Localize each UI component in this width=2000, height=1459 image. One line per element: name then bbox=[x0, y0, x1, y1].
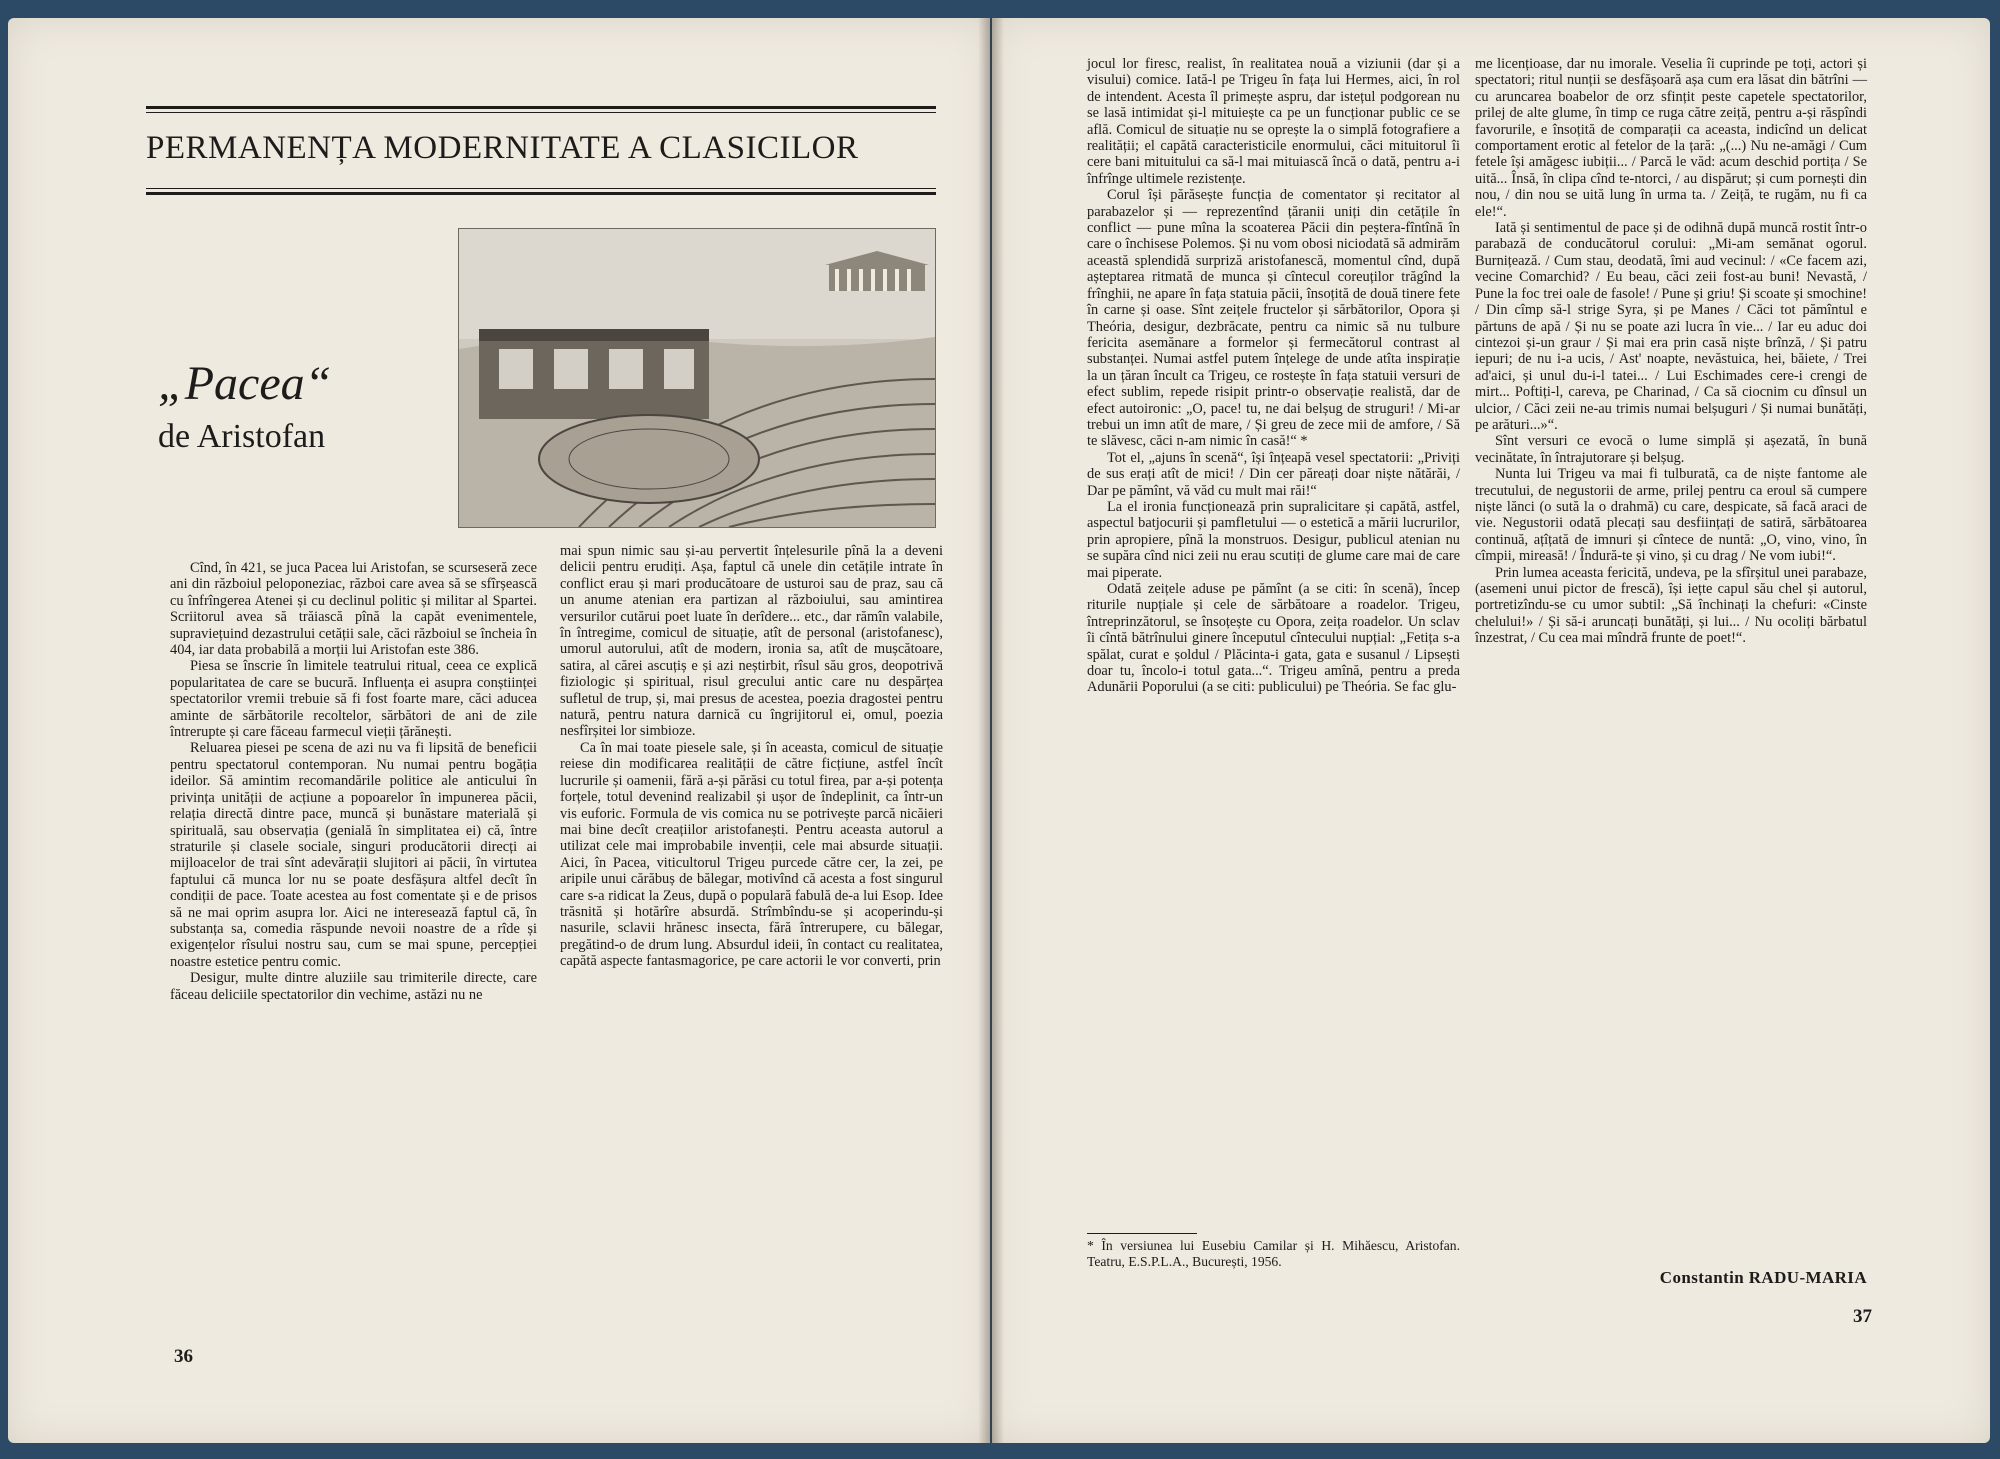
paragraph: jocul lor firesc, realist, în realitatea nouă a viziunii (dar și a visului) comice. Iată-l pe Trigeu în fața lui Hermes, aici, în rol de intendent. Acesta îl primește aspru, dar istețul podgorean nu se lasă intimidat și-l mituiește ca pe un funcționar public ce se află. Comicul de situație nu se oprește la o simplă fotografiere a realității; el capătă caracteristicile enormului, căci mituitorul îi cere bani mituitului ca să-l mai mituiască încă o dată, pentru a-i înfrînge ultimele rezistențe. bbox=[1087, 56, 1460, 187]
article-title: PERMANENȚA MODERNITATE A CLASICILOR bbox=[146, 130, 859, 166]
paragraph: Sînt versuri ce evocă o lume simplă și așezată, în bună vecinătate, în întrajutorare și belșug. bbox=[1475, 433, 1867, 466]
paragraph: Odată zeițele aduse pe pămînt (a se citi: în scenă), încep riturile nupțiale și cele de sărbătoare a roadelor. Trigeu, întreprinzătorul, se însoțește cu Opora, zeița roadelor. Un sclav îi cîntă bătrînului ginere începutul cîntecului nupțial: „Fetița s-a spălat, curat e șoldul / Plăcinta-i gata, gata e susanul / Lipsești doar tu, încolo-i totul gata...“. Trigeu amînă, pentru a preda Adunării Poporului (a se citi: publicului) pe Theória. Se fac glu- bbox=[1087, 581, 1460, 696]
column-4 bbox=[1475, 56, 1867, 647]
paragraph: Nunta lui Trigeu va mai fi tulburată, ca de niște fantome ale trecutului, de negustorii de arme, prilej pentru ca eroul să cumpere niște lănci (o sută la o drahmă) cu care, despicate, să facă araci de vie. Negustorii odată plecați sau desființați de satiră, sărbătoarea continuă, ațîțată de imnuri și cîntece de nuntă: „O, vino, vino, în cîmpii, mireasă! / Îndură-te și vino, și cu drag / Ne vom iubi!“. bbox=[1475, 466, 1867, 565]
theatre-drawing bbox=[459, 229, 935, 527]
orchestra bbox=[539, 415, 759, 503]
paragraph: mai spun nimic sau și-au pervertit înțelesurile pînă la a deveni delicii pentru erudiți. Așa, faptul că unele din cetățile intrate în conflict erau și mari producătoare de usturoi sau de praz, sau că un anume atenian era partizan al războiului, sau amintirea versurilor cutărui poet luate în derîdere... etc., dar rămîn valabile, în întregime, comicul de situație, atît de personal (aristofanesc), umorul autorului, atît de modern, ironia sa, atît de mușcătoare, satira, al cărei ascuțiș e și azi neștirbit, rîsul său gros, deopotrivă fiziologic și spiritual, risul grecului antic care nu despărțea sufletul de trup, și, mai presus de acestea, poezia dragostei pentru natură, pentru natura darnică cu îngrijitorul ei, omul, poezia nesfîrșitei lor simbioze. bbox=[560, 543, 943, 740]
play-author: de Aristofan bbox=[158, 418, 326, 455]
paragraph: La el ironia funcționează prin supralicitare și capătă, astfel, aspectul batjocurii și pamfletului — o estetică a mării lucrurilor, prin apropiere, pînă la monstruos. Desigur, publicul atenian nu se supăra cînd nici zeii nu erau scutiți de glume care mai de care mai piperate. bbox=[1087, 498, 1460, 581]
paragraph: Ca în mai toate piesele sale, și în aceasta, comicul de situație reiese din modificarea realității de către ficțiune, astfel încît lucrurile și oamenii, fără a-și părăsi cu totul firea, par a-și potența forțele, totul devenind realizabil și ușor de îndeplinit, ca într-un vis euforic. Formula de vis comica nu se potrivește parcă nicăieri mai bine decît creațiilor aristofanești. Pentru aceasta autorul a utilizat cele mai improbabile invenții, cele mai absurde situații. Aici, în Pacea, viticultorul Trigeu purcede către cer, la zei, pe aripile unui cărăbuș de bălegar, motivînd că acesta a fost singurul care s-a ridicat la Zeus, după o populară fabulă de-a lui Esop. Idee trăsnită și hotărîre absurdă. Strîmbîndu-se și acoperindu-și nasurile, sclavii hrănesc insecta, fără întrerupere, cu bălegar, pregătind-o de drum lung. Absurdul ideii, în contact cu realitatea, capătă aspecte fantasmagorice, pe care actorii le vor converti, prin bbox=[560, 739, 943, 970]
paragraph: Tot el, „ajuns în scenă“, își înțeapă vesel spectatorii: „Priviți de sus erați atît de mici! / Din cer păreați doar niște nătărăi, / Dar pe pămînt, vă văd cu mult mai răi!“ bbox=[1087, 449, 1460, 499]
title-rule-top bbox=[146, 106, 936, 109]
author-byline: Constantin RADU-MARIA bbox=[1659, 1268, 1867, 1287]
paragraph: Desigur, multe dintre aluziile sau trimiterile directe, care făceau deliciile spectatorilor din vechime, astăzi nu ne bbox=[170, 970, 537, 1003]
paragraph: Corul își părăsește funcția de comentator și recitator al parabazelor și — reprezentînd țăranii uniți din cetățile în conflict — pune mîna la scoaterea Păcii din peștera-fîntînă în care o închisese Polemos. Și nu vom obosi niciodată să admirăm această splendidă surpriză aristofanescă, momentul cînd, după așteptarea ritmată de munca și cîntecul coreuților trăgînd la frînghii, ne apare în fața statuia păcii, însoțită de două tinere fete în carne și oase. Sînt zeițele fructelor și sărbătorilor, Opora și Theória, desigur, dezbrăcate, pentru ca nimic să nu tulbure fericita asemănare a formelor și fermecătorul contrast al substanței. Numai astfel putem înțelege de unde atîta inspirație la un țăran încult ca Trigeu, ce rostește în fața statuii versuri de efect sublim, repede risipit printr-o observație realistă, dar de efect autoironic: „O, pace! tu, ne dai belșug de struguri! / Mi-ar trebui un imn atît de mare, / Și greu de zece mii de amfore, / Să te slăvesc, căci n-am nimic în casă!“ * bbox=[1087, 187, 1460, 450]
column-3 bbox=[1087, 56, 1460, 696]
paragraph: Piesa se înscrie în limitele teatrului ritual, ceea ce explică popularitatea de care se bucură. Influența ei asupra conștiinței spectatorilor vremii trebuie să fi fost foarte mare, căci aducea aminte de sărbătorile recoltelor, sărbători de ani de zile întrerupte și care făceau farmecul vieții țărănești. bbox=[170, 658, 537, 741]
column-2 bbox=[560, 543, 943, 970]
page-number-right: 37 bbox=[1853, 1306, 1872, 1327]
right-page bbox=[992, 18, 1990, 1443]
theatre-illustration bbox=[458, 228, 936, 528]
title-rule-bottom bbox=[146, 192, 936, 195]
paragraph: Reluarea piesei pe scena de azi nu va fi lipsită de beneficii pentru spectatorul contemporan. Nu numai pentru bogăția ideilor. Să amintim recomandările politice ale anticului în privința unității de acțiune a popoarelor în impunerea păcii, relația directă dintre pace, muncă și bunăstare materială și spirituală, sau observația (genială în simplitatea ei) că, între straturile și clasele sociale, singuri producătorii direcți ai mijloacelor de trai sînt adevărații slujitori ai păcii, în virtutea faptului că munca lor nu se poate desfășura altfel decît în condiții de pace. Toate acestea au fost comentate și e de prisos să ne mai oprim asupra lor. Aici ne interesează faptul că, în substanța sa, comedia răspunde nevoii noastre de a rîde și exigențelor rîsului nostru sau, cum se mai spune, percepției noastre estetice pentru comic. bbox=[170, 740, 537, 970]
stage-building bbox=[479, 329, 709, 419]
title-rule-top-thin bbox=[146, 112, 936, 113]
paragraph: Cînd, în 421, se juca Pacea lui Aristofan, se scurseseră zece ani din războiul peloponeziac, război care avea să se sfîrșească cu înfrîngerea Atenei și cu declinul politic și militar al Spartei. Scriitorul avea să trăiască pînă la capăt evenimentele, supraviețuind dezastrului cetății sale, căci războiul se încheia în 404, iar data probabilă a morții lui Aristofan este 386. bbox=[170, 560, 537, 659]
footnote-rule bbox=[1087, 1233, 1197, 1234]
left-page bbox=[8, 18, 990, 1443]
page-number-left: 36 bbox=[174, 1346, 193, 1367]
play-title: „Pacea“ bbox=[158, 357, 332, 410]
book-gutter bbox=[978, 18, 1004, 1443]
paragraph: Iată și sentimentul de pace și de odihnă după muncă rostit într-o parabază de conducătorul corului: „Mi-am semănat ogorul. Burnițează. / Cum stau, deodată, îmi aud vecinul: / «Ce facem azi, vecine Comarchid? / Eu beau, căci zeii fost-au buni! Nevastă, / Pune la foc trei oale de fasole! / Pune și griu! Și scoate și smochine! / Din cîmp să-l strige Syra, și pe Manes / Căci tot pămîntul e părtuns de apă / Și nu se poate azi lucra în vie... / Iar eu aduc doi cintezoi și-un graur / Și mai era prin casă niște brînză, / Și patru iepuri; de nu i-a ucis, / Ast' noapte, nevăstuica, hei, băiete, / Trei ad'aici, și unul du-i-l tatei... / Lui Eschimades cere-i crengi de mirt... Poftiți-l, careva, pe Charinad, / Ca să ciocnim cu dînsul un ulcior, / Căci zeii ne-au trimis numai belșuguri / Și numai bunătăți, pe arături...»“. bbox=[1475, 220, 1867, 433]
paragraph: Prin lumea aceasta fericită, undeva, pe la sfîrșitul unei parabaze, (asemeni unui pictor de frescă), își iețte capul său chel și autorul, portretizîndu-se cu umor subtil: „Să închinați la chefuri: «Cinste chelului!» / Și să-i aruncați bunătăți, și lui... / Nu ocoliți bărbatul înzestrat, / Cu cea mai mîndră frunte de poet!“. bbox=[1475, 564, 1867, 647]
title-rule-bottom-thin bbox=[146, 188, 936, 189]
footnote: * În versiunea lui Eusebiu Camilar și H. Mihăescu, Aristofan. Teatru, E.S.P.L.A., București, 1956. bbox=[1087, 1238, 1460, 1269]
column-1 bbox=[170, 560, 537, 1003]
paragraph: me licențioase, dar nu imorale. Veselia îi cuprinde pe toți, actori și spectatori; ritul nunții se desfășoară așa cum era lăsat din bătrîni — cu aruncarea boabelor de orz sfințit peste capetele spectatorilor, prilej de alte glume, în timp ce ruga către zeiță, pentru a-și răspîndi favorurile, e însoțită de comparații ca aceasta, indicînd un delicat comportament erotic al fetelor de la țară: „(...) Nu ne-amăgi / Cum fetele își amăgesc iubiții... / Parcă le văd: acum deschid portița / Se uită... Însă, în clipa cînd te-ntorci, / au dispărut; și cum pornești din nou, / din nou se uită lung în urma ta. / Zeiță, te rugăm, nu fi ca ele!“. bbox=[1475, 56, 1867, 220]
